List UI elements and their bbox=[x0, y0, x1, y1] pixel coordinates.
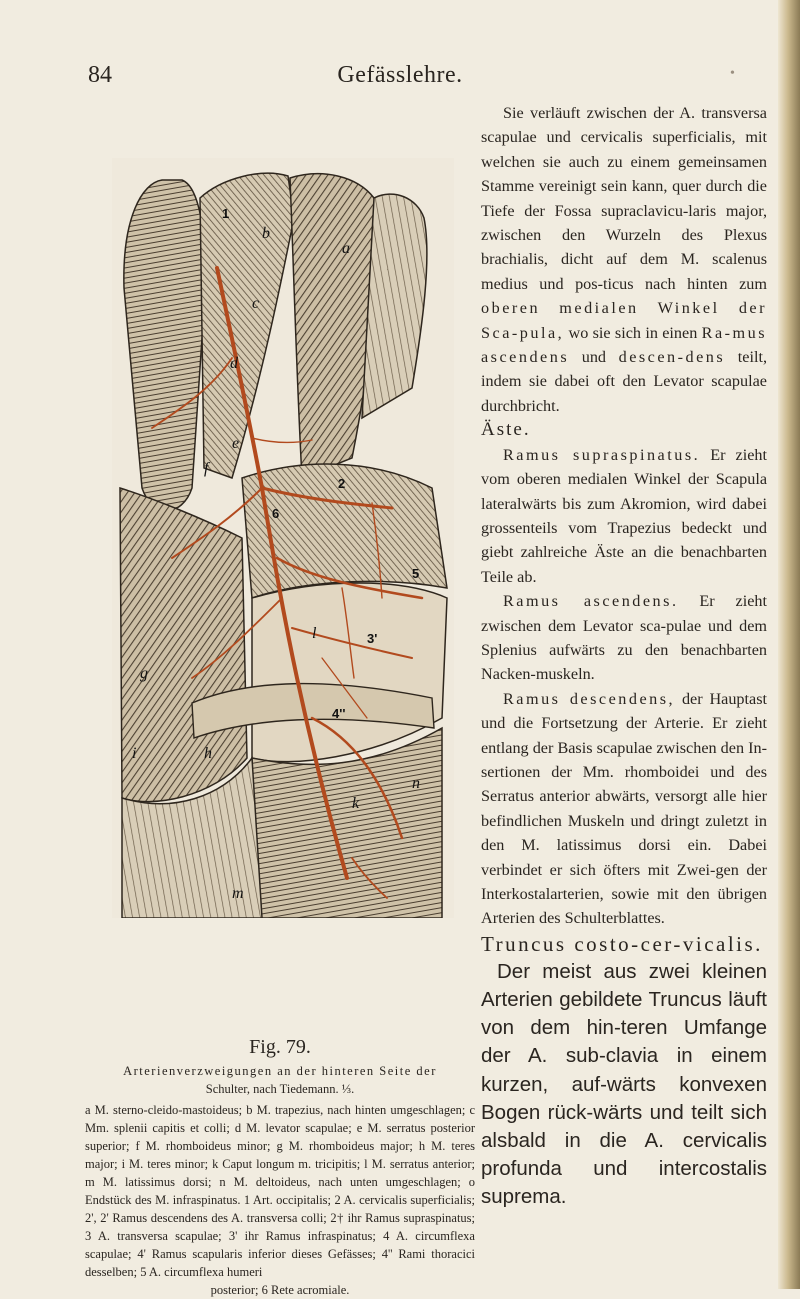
page-edge-shadow bbox=[778, 0, 800, 1289]
caption-legend-end: posterior; 6 Rete acromiale. bbox=[210, 1283, 350, 1297]
running-header-title: Gefässlehre. bbox=[337, 62, 463, 88]
anatomical-figure bbox=[112, 158, 454, 918]
svg-text:4'': 4'' bbox=[332, 706, 346, 721]
paragraph-ramus-ascendens: Ramus ascendens. Er zieht zwischen dem Levator sca-pulae und dem Splenius aufwärts zu den benachbarten Nacken-muskeln. bbox=[481, 592, 767, 684]
margin-mark: • bbox=[730, 66, 735, 81]
caption-legend: a M. sterno-cleido-mastoideus; b M. trapezius, nach hinten umgeschlagen; c Mm. splenii capitis et colli; d M. levator scapulae; e M. serratus posterior superior; f M. rhomboideus minor; g M. rhomboideus major; h M. teres major; i M. teres minor; k Caput longum m. tricipitis; l M. serratus anterior; m M. latissimus dorsi; n M. deltoideus, nach unten umgeschlagen; o Endstück des M. infraspinatus. 1 Art. occipitalis; 2 A. cervicalis superficialis; 2', 2' Ramus descendens des A. transversa colli; 2† ihr Ramus supraspinatus; 3 A. transversa scapulae; 3' ihr Ramus infraspinatus; 4 A. circumflexa scapulae; 4' Ramus scapularis inferior dieses Gefässes; 4'' Rami thoracici desselben; 5 A. circumflexa humeri bbox=[85, 1103, 475, 1279]
svg-text:f: f bbox=[204, 460, 209, 477]
paragraph-ramus-supraspinatus: Ramus supraspinatus. Er zieht vom oberen medialen Winkel der Scapula lateralwärts bis zum Akromion, wird dabei grossenteils vom Trapezius bedeckt und giebt zahlreiche Äste an die benachbarten Teile ab. bbox=[481, 445, 767, 586]
svg-text:c: c bbox=[252, 295, 260, 312]
paragraph-truncus-large: Der meist aus zwei kleinen Arterien gebildete Truncus läuft von dem hin-teren Umfange der A. sub-clavia in einem kurzen, auf-wärts konvexen Bogen rück-wärts und teilt sich alsbald in die A. cervicalis profunda und intercostalis suprema. bbox=[481, 959, 767, 1209]
svg-text:m: m bbox=[232, 885, 244, 902]
svg-text:5: 5 bbox=[412, 566, 420, 581]
heading-truncus-costo-cervicalis: Truncus costo-cer-vicalis. bbox=[481, 931, 763, 956]
right-text-column bbox=[481, 101, 767, 1212]
heading-aeste: Äste. bbox=[481, 419, 531, 441]
anatomical-illustration bbox=[112, 158, 454, 918]
svg-text:2: 2 bbox=[338, 476, 346, 491]
svg-text:g: g bbox=[140, 665, 148, 682]
svg-text:a: a bbox=[342, 240, 350, 257]
caption-title: Arterienverzweigungen an der hinteren Seite der bbox=[123, 1064, 437, 1078]
figure-caption bbox=[85, 1062, 475, 1299]
svg-text:k: k bbox=[352, 795, 360, 812]
svg-text:i: i bbox=[132, 745, 137, 762]
svg-text:h: h bbox=[204, 745, 212, 762]
paragraph-ramus-descendens: Ramus descendens, der Hauptast und die Fortsetzung der Arterie. Er zieht entlang der Basis scapulae zwischen den In-sertionen der Mm. rhomboidei und des Serratus anterior abwärts, versorgt alle hier befindlichen Muskeln und dringt zuletzt in den M. latissimus dorsi ein. Dabei verbindet er sich öfters mit Zwei-gen der Interkostalarterien, sowie mit den übrigen Arterien des Schulterblattes. bbox=[481, 689, 767, 928]
svg-text:d: d bbox=[230, 355, 238, 372]
figure-number: Fig. 79. bbox=[249, 1036, 311, 1058]
svg-text:3': 3' bbox=[367, 631, 378, 646]
svg-text:1: 1 bbox=[222, 206, 230, 221]
page-number: 84 bbox=[88, 62, 112, 88]
svg-text:b: b bbox=[262, 225, 270, 242]
paragraph-intro: Sie verläuft zwischen der A. transversa scapulae und cervicalis superficialis, mit welchen sie auch zu einem gemeinsamen Stamme vereinigt sein kann, quer durch die Tiefe der Fossa supraclavicu-laris major, zwischen den Wurzeln des Plexus brachialis, dicht auf dem M. scalenus medius und pos-ticus nach hinten zum oberen medialen Winkel der Sca-pula, wo sie sich in einen Ra-mus ascendens und descen-dens teilt, indem sie dabei oft den Levator scapulae durchbricht. bbox=[481, 104, 768, 415]
svg-text:6: 6 bbox=[272, 506, 280, 521]
svg-text:n: n bbox=[412, 775, 420, 792]
svg-text:l: l bbox=[312, 625, 317, 642]
caption-title-line2: Schulter, nach Tiedemann. ⅓. bbox=[205, 1082, 355, 1096]
svg-text:e: e bbox=[232, 435, 240, 452]
